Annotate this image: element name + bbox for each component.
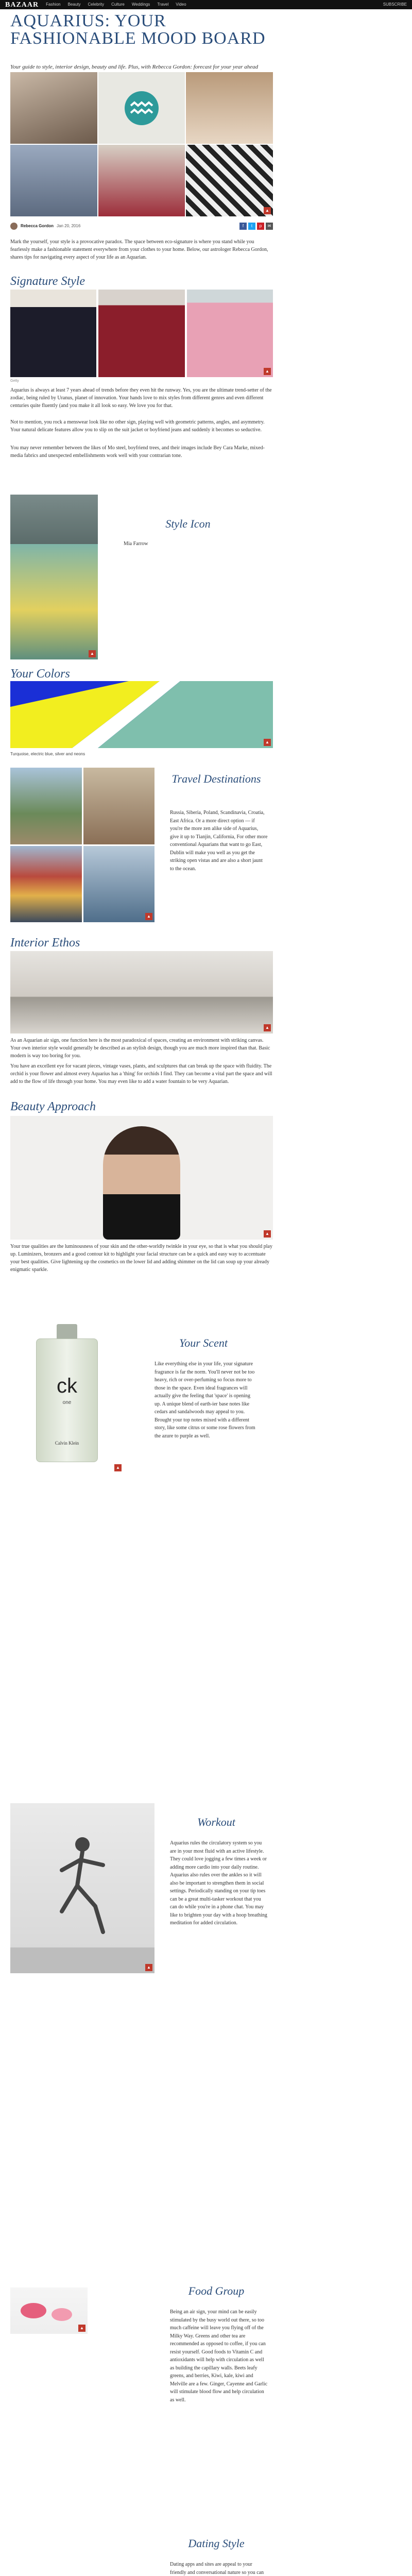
aquarius-symbol-icon: [124, 90, 160, 126]
workout-image: [10, 1803, 154, 1973]
interior-share-button[interactable]: ▲: [264, 1024, 271, 1031]
hero-tile-aquarius-symbol: [98, 72, 185, 144]
food-text: Being an air sign, your mind can be easily stimulated by the busy world out there, so too much caffeine will leave you flying off of the Milky Way. Greens and other tea are recommended as opposed to coffee, if you can resist yourself. Good foods to Vitamin C and antioxidants will help with circulation as well as building the capillary walls. Beets leafy greens, and berries, Kiwi, kale, kiwi and Melville are a few. Ginger, Cayenne and Garlic will stimulate blood flow and help circulation as well.: [170, 2309, 268, 2403]
travel-share-button[interactable]: ▲: [145, 913, 152, 920]
dating-heading: Dating Style: [188, 2537, 245, 2550]
nav-culture[interactable]: Culture: [111, 2, 125, 7]
nav-fashion[interactable]: Fashion: [46, 2, 61, 7]
hero-tile-pattern: [186, 145, 273, 216]
nav-beauty[interactable]: Beauty: [67, 2, 81, 7]
travel-image-cathedral: [10, 846, 82, 923]
author-avatar: [10, 223, 18, 230]
signature-paragraph-2: Not to mention, you rock a menswear look like no other sign, playing well with geometric patterns, angles, and asymmetry. Your natural delicate features allow you to slip on the suit jacket or boyfriend jeans and suddenly it becomes so seductive.: [10, 419, 265, 433]
travel-image-harbor: [83, 846, 155, 923]
signature-style-images: [10, 290, 273, 377]
dating-text: Dating apps and sites are appeal to your friendly and conversational nature so you can: [170, 2562, 264, 2575]
travel-heading: Travel Destinations: [171, 772, 261, 785]
author-name[interactable]: Rebecca Gordon: [21, 224, 54, 228]
signature-paragraph-3: You may never remember between the likes of Mo steel, boyfriend trees, and their images include Bey Cara Marke, mixed-media fabrics and unexpected embellishments work well with your contrarian tone.: [10, 445, 265, 459]
nav-celebrity[interactable]: Celebrity: [88, 2, 105, 7]
colors-share-button[interactable]: ▲: [264, 739, 271, 746]
interior-heading: Interior Ethos: [10, 936, 80, 950]
travel-images: [10, 768, 154, 922]
intro-paragraph: Mark the yourself, your style is a provocative paradox. The space between eco-signature is where you stand while you fearlessly make a fashionable statement everywhere from your clothes to your home. Below, our astrologer Rebecca Gordon, shares tips for navigating every aspect of your life as an Aquarian.: [10, 239, 268, 260]
food-image: [10, 2287, 88, 2334]
signature-paragraph-1: Aquarius is always at least 7 years ahead of trends before they even hit the runway. Yes, you are the ultimate trend-setter of the zodiac, being ruled by Uranus, planet of innovation. Your hands love to mix styles from different genres and even different centuries quite fluently (and you make it all look so easy. We love you for that.: [10, 387, 272, 409]
nav-weddings[interactable]: Weddings: [131, 2, 150, 7]
style-icon-share-button[interactable]: ▲: [89, 650, 96, 657]
scent-heading: Your Scent: [179, 1336, 228, 1349]
top-navigation: [0, 0, 412, 9]
social-share-bar: [239, 223, 273, 230]
byline: [10, 221, 273, 232]
email-icon[interactable]: ✉: [266, 223, 273, 230]
style-icon-image: [10, 495, 98, 659]
scent-image: [10, 1319, 124, 1473]
hero-tile-fashion: [98, 145, 185, 216]
nav-video[interactable]: Video: [176, 2, 186, 7]
publish-date: Jan 20, 2016: [57, 224, 81, 228]
hero-mood-board: [10, 72, 273, 216]
signature-caption: Getty: [10, 379, 19, 383]
pinterest-icon[interactable]: p: [257, 223, 264, 230]
workout-text: Aquarius rules the circulatory system so you are in your most fluid with an active lifestyle. They could love jogging a few times a week or adding more cardio into your daily routine. Aquarius also rules over the ankles so it will also be important to strengthen them in social settings. Periodically standing on your tip toes can be a great multi-tasker workout that you can do while you're in a phone chat. You may like to brighten your day with a hoop breathing meditation for added circulation.: [170, 1840, 267, 1926]
hero-share-button[interactable]: ▲: [264, 207, 271, 214]
hero-tile-interior: [186, 72, 273, 144]
beauty-paragraph: Your true qualities are the luminousness of your skin and the other-worldly twinkle in your eye, so that is what you should play up. Luminizers, bronzers and a good contour kit to highlight your facial structure can be a quick and easy way to accentuate your best qualities. Give lightening up the cosmetics on the lower lid and adding shimmer on the lid can soup up your already enigmatic sparkle.: [10, 1244, 272, 1273]
site-logo[interactable]: BAZAAR: [5, 1, 39, 9]
perfume-label-brand: Calvin Klein: [55, 1440, 79, 1446]
beauty-portrait: [103, 1126, 180, 1240]
color-palette-graphic: [10, 681, 273, 748]
style-icon-heading: Style Icon: [165, 517, 211, 530]
interior-paragraph-2: You have an excellent eye for vacant pieces, vintage vases, plants, and sculptures that can break up the space with fluidity. The orchid is your flower and almost every Aquarius has a 'thing' for orchids I find. They can become a vital part the space and will add to the flow of life through your home. You may even like to add a water fountain to be very Aquarian.: [10, 1063, 272, 1084]
colors-swatch: [10, 681, 273, 748]
beauty-share-button[interactable]: ▲: [264, 1230, 271, 1238]
signature-style-heading: Signature Style: [10, 275, 85, 288]
nav-travel[interactable]: Travel: [157, 2, 169, 7]
scent-share-button[interactable]: ▲: [114, 1464, 122, 1471]
signature-share-button[interactable]: ▲: [264, 368, 271, 375]
workout-share-button[interactable]: ▲: [145, 1964, 152, 1971]
perfume-bottle: [36, 1324, 98, 1463]
colors-heading: Your Colors: [10, 667, 70, 681]
food-heading: Food Group: [188, 2284, 245, 2297]
perfume-label-one: one: [62, 1400, 72, 1405]
travel-image-coast: [10, 768, 82, 844]
beauty-heading: Beauty Approach: [10, 1100, 96, 1113]
article-title: AQUARIUS: YOUR FASHIONABLE MOOD BOARD: [10, 11, 266, 48]
colors-caption: Turquoise, electric blue, silver and neons: [10, 752, 85, 756]
travel-text: Russia, Siberia, Poland, Scandinavia, Croatia, East Africa. Or a more direct option — if you're the more zen alike side of Aquarius, give it up to Tianjin, California, For other more conventional Aquarians that want to go East, Dublin will make you well as you get the striking open vistas and are also a short jaunt to the ocean.: [170, 810, 268, 872]
beauty-image: [10, 1116, 273, 1240]
runner-figure: [10, 1803, 154, 1973]
facebook-icon[interactable]: f: [239, 223, 247, 230]
article-dek: Your guide to style, interior design, beauty and life. Plus, with Rebecca Gordon: forecast for your year ahead: [10, 64, 259, 70]
signature-image-1: [10, 290, 96, 377]
workout-heading: Workout: [197, 1816, 235, 1828]
twitter-icon[interactable]: t: [248, 223, 255, 230]
interior-image: [10, 951, 273, 1033]
hero-tile-portrait: [10, 72, 97, 144]
style-icon-name: Mia Farrow: [124, 541, 148, 547]
hero-tile-city: [10, 145, 97, 216]
travel-image-city: [83, 768, 155, 844]
signature-image-3: [187, 290, 273, 377]
interior-paragraph-1: As an Aquarian air sign, one function here is the most paradoxical of spaces, creating an environment with striking canvas. Your own interior style would generally be described as an stylish design, though you are much more inspired than that. Basic modern is way too boring for you.: [10, 1038, 270, 1059]
food-share-button[interactable]: ▲: [78, 2325, 85, 2332]
perfume-label-ck: ck: [57, 1375, 77, 1397]
subscribe-link[interactable]: SUBSCRIBE: [383, 2, 407, 7]
scent-text: Like everything else in your life, your signature fragrance is far the norm. You'll never not be too heavy, rich or over-perfuming so focus more to those in the space. Even ideal fragrances will actually give the feeling that 'space' is opening up. A unique blend of earth-ier base notes like cedars and sandalwoods may appeal to you. Brought your top notes mixed with a different story, like some citrus or some rose flowers from the azure to purple as well.: [154, 1361, 255, 1439]
signature-image-2: [98, 290, 184, 377]
